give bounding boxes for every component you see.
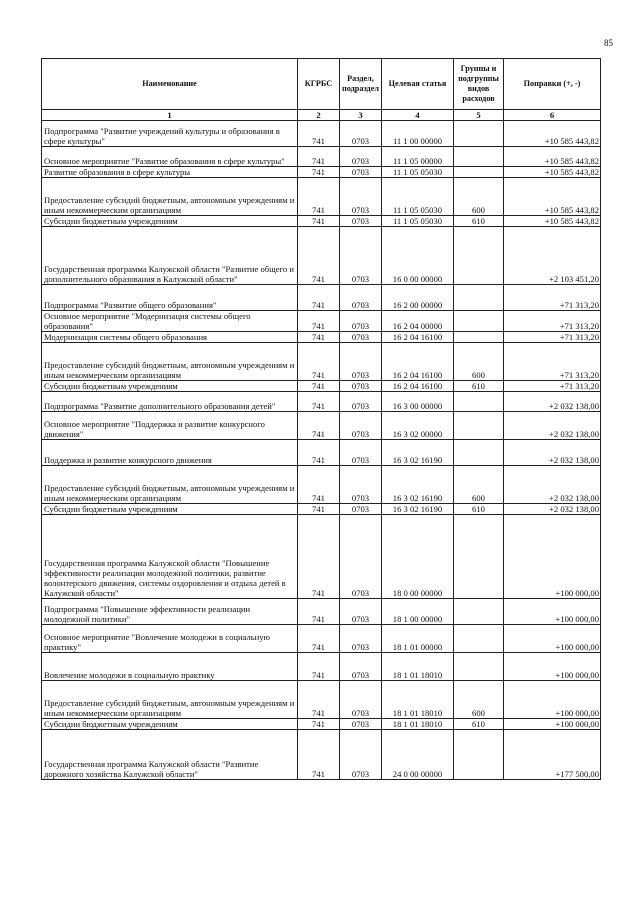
row-section: 0703 bbox=[340, 392, 382, 412]
row-section: 0703 bbox=[340, 681, 382, 719]
row-name: Основное мероприятие "Вовлечение молодежи в социальную практику" bbox=[42, 625, 298, 653]
column-number: 4 bbox=[382, 110, 454, 121]
row-group: 600 bbox=[454, 343, 504, 381]
row-amount: +10 585 443,82 bbox=[504, 121, 601, 147]
table-row bbox=[42, 504, 601, 515]
row-kgrbs: 741 bbox=[298, 504, 340, 515]
row-section: 0703 bbox=[340, 227, 382, 285]
row-article: 11 1 05 05030 bbox=[382, 167, 454, 178]
header-amendments: Поправки (+, -) bbox=[504, 59, 601, 110]
row-name: Субсидии бюджетным учреждениям bbox=[42, 504, 298, 515]
row-section: 0703 bbox=[340, 285, 382, 311]
table-row bbox=[42, 440, 601, 466]
row-section: 0703 bbox=[340, 311, 382, 332]
row-section: 0703 bbox=[340, 719, 382, 730]
header-kgrbs: КГРБС bbox=[298, 59, 340, 110]
row-section: 0703 bbox=[340, 147, 382, 167]
row-article: 11 1 00 00000 bbox=[382, 121, 454, 147]
row-kgrbs: 741 bbox=[298, 599, 340, 625]
row-amount: +177 500,00 bbox=[504, 730, 601, 780]
row-section: 0703 bbox=[340, 332, 382, 343]
row-kgrbs: 741 bbox=[298, 681, 340, 719]
row-article: 18 0 00 00000 bbox=[382, 515, 454, 599]
header-name: Наименование bbox=[42, 59, 298, 110]
row-amount: +2 032 138,00 bbox=[504, 440, 601, 466]
row-name: Субсидии бюджетным учреждениям bbox=[42, 719, 298, 730]
row-group: 610 bbox=[454, 381, 504, 392]
row-article: 16 2 00 00000 bbox=[382, 285, 454, 311]
row-kgrbs: 741 bbox=[298, 147, 340, 167]
row-article: 16 2 04 00000 bbox=[382, 311, 454, 332]
row-amount: +10 585 443,82 bbox=[504, 178, 601, 216]
row-section: 0703 bbox=[340, 466, 382, 504]
column-number: 3 bbox=[340, 110, 382, 121]
table-row bbox=[42, 515, 601, 599]
row-group: 600 bbox=[454, 466, 504, 504]
row-amount: +2 103 451,20 bbox=[504, 227, 601, 285]
row-amount: +2 032 138,00 bbox=[504, 466, 601, 504]
row-article: 16 0 00 00000 bbox=[382, 227, 454, 285]
table-row bbox=[42, 285, 601, 311]
row-name: Государственная программа Калужской области "Развитие общего и дополнительного образования в Калужской области" bbox=[42, 227, 298, 285]
row-amount: +2 032 138,00 bbox=[504, 504, 601, 515]
row-group bbox=[454, 599, 504, 625]
row-group bbox=[454, 730, 504, 780]
row-article: 18 1 01 18010 bbox=[382, 719, 454, 730]
row-amount: +71 313,20 bbox=[504, 332, 601, 343]
row-name: Предоставление субсидий бюджетным, автономным учреждениям и иным некоммерческим организациям bbox=[42, 681, 298, 719]
row-section: 0703 bbox=[340, 730, 382, 780]
row-group bbox=[454, 311, 504, 332]
header-section: Раздел, подраздел bbox=[340, 59, 382, 110]
row-kgrbs: 741 bbox=[298, 440, 340, 466]
row-section: 0703 bbox=[340, 515, 382, 599]
row-article: 18 1 01 18010 bbox=[382, 681, 454, 719]
row-article: 24 0 00 00000 bbox=[382, 730, 454, 780]
row-section: 0703 bbox=[340, 178, 382, 216]
table-row bbox=[42, 653, 601, 681]
row-group bbox=[454, 392, 504, 412]
row-kgrbs: 741 bbox=[298, 719, 340, 730]
row-section: 0703 bbox=[340, 504, 382, 515]
row-kgrbs: 741 bbox=[298, 343, 340, 381]
row-group: 610 bbox=[454, 216, 504, 227]
table-row bbox=[42, 599, 601, 625]
row-kgrbs: 741 bbox=[298, 730, 340, 780]
row-kgrbs: 741 bbox=[298, 412, 340, 440]
table-row bbox=[42, 311, 601, 332]
row-group bbox=[454, 167, 504, 178]
row-name: Вовлечение молодежи в социальную практику bbox=[42, 653, 298, 681]
row-name: Государственная программа Калужской области "Повышение эффективности реализации молодежной политики, развитие волонтерского движения, системы оздоровления и отдыха детей в Калужской области" bbox=[42, 515, 298, 599]
row-article: 11 1 05 05030 bbox=[382, 216, 454, 227]
row-name: Основное мероприятие "Развитие образования в сфере культуры" bbox=[42, 147, 298, 167]
row-section: 0703 bbox=[340, 440, 382, 466]
row-group: 610 bbox=[454, 504, 504, 515]
row-kgrbs: 741 bbox=[298, 167, 340, 178]
page-number: 85 bbox=[604, 38, 613, 48]
row-article: 18 1 01 00000 bbox=[382, 625, 454, 653]
table-row bbox=[42, 392, 601, 412]
row-name: Подпрограмма "Развитие общего образования" bbox=[42, 285, 298, 311]
row-kgrbs: 741 bbox=[298, 332, 340, 343]
header-article: Целевая статья bbox=[382, 59, 454, 110]
column-number: 5 bbox=[454, 110, 504, 121]
row-group: 600 bbox=[454, 681, 504, 719]
row-amount: +2 032 138,00 bbox=[504, 392, 601, 412]
row-article: 11 1 05 05030 bbox=[382, 178, 454, 216]
column-number: 2 bbox=[298, 110, 340, 121]
row-group bbox=[454, 653, 504, 681]
table-row bbox=[42, 343, 601, 381]
row-amount: +10 585 443,82 bbox=[504, 147, 601, 167]
row-amount: +2 032 138,00 bbox=[504, 412, 601, 440]
row-name: Предоставление субсидий бюджетным, автономным учреждениям и иным некоммерческим организациям bbox=[42, 343, 298, 381]
row-name: Подпрограмма "Повышение эффективности реализации молодежной политики" bbox=[42, 599, 298, 625]
row-article: 16 3 02 00000 bbox=[382, 412, 454, 440]
row-kgrbs: 741 bbox=[298, 381, 340, 392]
row-amount: +100 000,00 bbox=[504, 719, 601, 730]
row-article: 16 2 04 16100 bbox=[382, 343, 454, 381]
row-name: Субсидии бюджетным учреждениям bbox=[42, 381, 298, 392]
row-article: 16 3 00 00000 bbox=[382, 392, 454, 412]
row-article: 11 1 05 00000 bbox=[382, 147, 454, 167]
table-row bbox=[42, 466, 601, 504]
row-group bbox=[454, 412, 504, 440]
row-group bbox=[454, 227, 504, 285]
row-article: 16 3 02 16190 bbox=[382, 440, 454, 466]
row-name: Предоставление субсидий бюджетным, автономным учреждениям и иным некоммерческим организациям bbox=[42, 178, 298, 216]
row-amount: +100 000,00 bbox=[504, 681, 601, 719]
row-kgrbs: 741 bbox=[298, 121, 340, 147]
row-section: 0703 bbox=[340, 412, 382, 440]
column-number: 1 bbox=[42, 110, 298, 121]
table-body bbox=[42, 121, 601, 780]
row-kgrbs: 741 bbox=[298, 515, 340, 599]
table-row bbox=[42, 332, 601, 343]
row-article: 16 2 04 16100 bbox=[382, 332, 454, 343]
row-section: 0703 bbox=[340, 625, 382, 653]
row-amount: +100 000,00 bbox=[504, 625, 601, 653]
row-amount: +71 313,20 bbox=[504, 311, 601, 332]
row-article: 16 3 02 16190 bbox=[382, 466, 454, 504]
table-row bbox=[42, 216, 601, 227]
row-name: Основное мероприятие "Модернизация системы общего образования" bbox=[42, 311, 298, 332]
row-group bbox=[454, 625, 504, 653]
row-article: 16 2 04 16100 bbox=[382, 381, 454, 392]
row-kgrbs: 741 bbox=[298, 311, 340, 332]
column-number-row bbox=[42, 110, 601, 121]
row-amount: +10 585 443,82 bbox=[504, 167, 601, 178]
row-name: Подпрограмма "Развитие учреждений культуры и образования в сфере культуры" bbox=[42, 121, 298, 147]
header-row bbox=[42, 59, 601, 110]
column-number: 6 bbox=[504, 110, 601, 121]
row-group: 600 bbox=[454, 178, 504, 216]
row-name: Субсидии бюджетным учреждениям bbox=[42, 216, 298, 227]
table-row bbox=[42, 121, 601, 147]
row-name: Подпрограмма "Развитие дополнительного образования детей" bbox=[42, 392, 298, 412]
row-section: 0703 bbox=[340, 167, 382, 178]
row-group: 610 bbox=[454, 719, 504, 730]
header-groups: Группы и подгруппы видов расходов bbox=[454, 59, 504, 110]
row-group bbox=[454, 121, 504, 147]
row-name: Основное мероприятие "Поддержка и развитие конкурсного движения" bbox=[42, 412, 298, 440]
row-name: Модернизация системы общего образования bbox=[42, 332, 298, 343]
table-row bbox=[42, 681, 601, 719]
row-section: 0703 bbox=[340, 381, 382, 392]
row-name: Государственная программа Калужской области "Развитие дорожного хозяйства Калужской области" bbox=[42, 730, 298, 780]
row-section: 0703 bbox=[340, 121, 382, 147]
row-group bbox=[454, 332, 504, 343]
row-article: 16 3 02 16190 bbox=[382, 504, 454, 515]
row-section: 0703 bbox=[340, 653, 382, 681]
row-group bbox=[454, 285, 504, 311]
row-section: 0703 bbox=[340, 216, 382, 227]
row-group bbox=[454, 440, 504, 466]
row-kgrbs: 741 bbox=[298, 178, 340, 216]
row-section: 0703 bbox=[340, 599, 382, 625]
table-row bbox=[42, 719, 601, 730]
table-row bbox=[42, 167, 601, 178]
table-row bbox=[42, 227, 601, 285]
row-kgrbs: 741 bbox=[298, 392, 340, 412]
table-row bbox=[42, 381, 601, 392]
row-name: Поддержка и развитие конкурсного движения bbox=[42, 440, 298, 466]
row-group bbox=[454, 515, 504, 599]
table-row bbox=[42, 178, 601, 216]
row-kgrbs: 741 bbox=[298, 625, 340, 653]
row-article: 18 1 01 18010 bbox=[382, 653, 454, 681]
row-kgrbs: 741 bbox=[298, 653, 340, 681]
row-name: Предоставление субсидий бюджетным, автономным учреждениям и иным некоммерческим организациям bbox=[42, 466, 298, 504]
row-section: 0703 bbox=[340, 343, 382, 381]
table-row bbox=[42, 625, 601, 653]
table-row bbox=[42, 730, 601, 780]
row-name: Развитие образования в сфере культуры bbox=[42, 167, 298, 178]
row-amount: +71 313,20 bbox=[504, 285, 601, 311]
row-amount: +10 585 443,82 bbox=[504, 216, 601, 227]
row-amount: +100 000,00 bbox=[504, 599, 601, 625]
row-kgrbs: 741 bbox=[298, 227, 340, 285]
row-amount: +100 000,00 bbox=[504, 653, 601, 681]
amendments-table bbox=[41, 58, 601, 780]
row-amount: +71 313,20 bbox=[504, 381, 601, 392]
row-kgrbs: 741 bbox=[298, 466, 340, 504]
table-row bbox=[42, 412, 601, 440]
row-amount: +100 000,00 bbox=[504, 515, 601, 599]
row-amount: +71 313,20 bbox=[504, 343, 601, 381]
table-row bbox=[42, 147, 601, 167]
row-group bbox=[454, 147, 504, 167]
row-article: 18 1 00 00000 bbox=[382, 599, 454, 625]
row-kgrbs: 741 bbox=[298, 285, 340, 311]
row-kgrbs: 741 bbox=[298, 216, 340, 227]
